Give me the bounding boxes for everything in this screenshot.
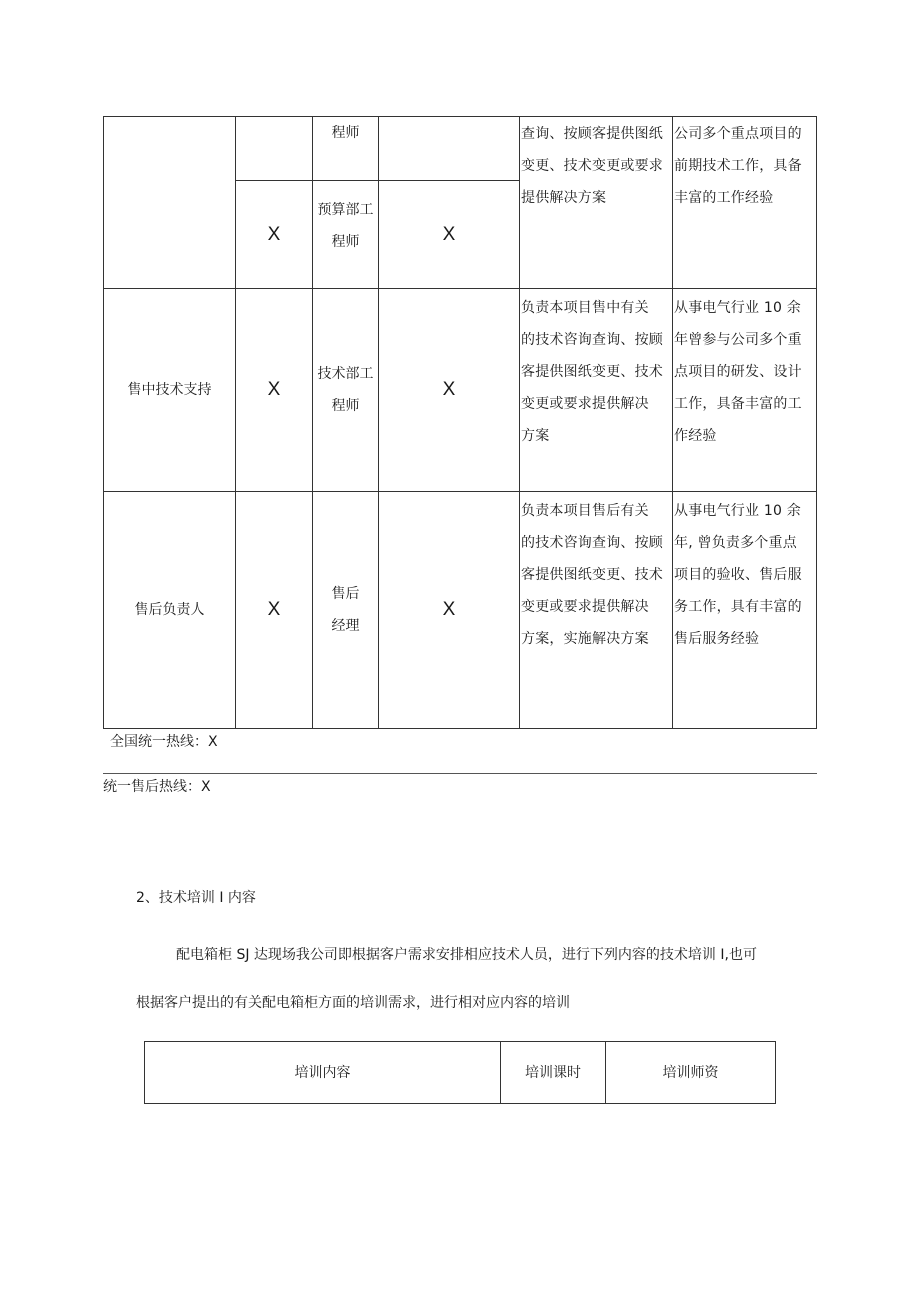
aftersales-hotline: 统一售后热线：X xyxy=(103,779,211,795)
contact-x: X xyxy=(267,599,281,620)
duty-cell-row2: 负责本项目售后有关 的技术咨询查询、按顾 客提供图纸变更、技术 变更或要求提供解决 方案，实施解决方案 xyxy=(521,503,663,647)
role-tech-engineer: 技术部工 程师 xyxy=(317,366,374,414)
paragraph-line-2: 根据客户提出的有关配电箱柜方面的培训需求，进行相对应内容的培训 xyxy=(136,995,570,1011)
role-aftersales-lead: 售后负责人 xyxy=(134,602,205,618)
phone-x: X xyxy=(442,379,456,400)
phone-x: X xyxy=(442,599,456,620)
contact-x: X xyxy=(267,223,281,245)
contact-x: X xyxy=(267,379,281,400)
experience-cell-row2: 从事电气行业 10 余 年, 曾负责多个重点 项目的验收、售后服 务工作，具有丰富的 售后服务经验 xyxy=(674,503,802,647)
duty-cell-row1: 负责本项目售中有关 的技术咨询查询、按顾 客提供图纸变更、技术 变更或要求提供解决 方案 xyxy=(521,300,663,444)
role-aftersales-manager: 售后 经理 xyxy=(331,586,360,634)
header-training-hours: 培训课时 xyxy=(525,1064,581,1081)
header-training-instructor: 培训师资 xyxy=(662,1064,719,1081)
header-training-content: 培训内容 xyxy=(294,1064,351,1081)
role-budget-engineer: 预算部工 程师 xyxy=(317,202,374,250)
paragraph-line-1: 配电箱柜 SJ 达现场我公司即根据客户需求安排相应技术人员，进行下列内容的技术培训 I,也可 xyxy=(176,947,757,963)
experience-cell-row0: 公司多个重点项目的 前期技术工作，具备 丰富的工作经验 xyxy=(674,126,802,206)
duty-cell-row0: 查询、按顾客提供图纸 变更、技术变更或要求 提供解决方案 xyxy=(521,126,663,206)
phone-x: X xyxy=(442,223,456,245)
section-title: 2、技术培训 I 内容 xyxy=(136,890,256,906)
national-hotline: 全国统一热线：X xyxy=(110,734,218,750)
experience-cell-row1: 从事电气行业 10 余 年曾参与公司多个重 点项目的研发、设计 工作，具备丰富的工 作经验 xyxy=(674,300,802,444)
role-presales-support: 售中技术支持 xyxy=(127,382,212,398)
role-engineer-cont: 程师 xyxy=(331,125,360,141)
